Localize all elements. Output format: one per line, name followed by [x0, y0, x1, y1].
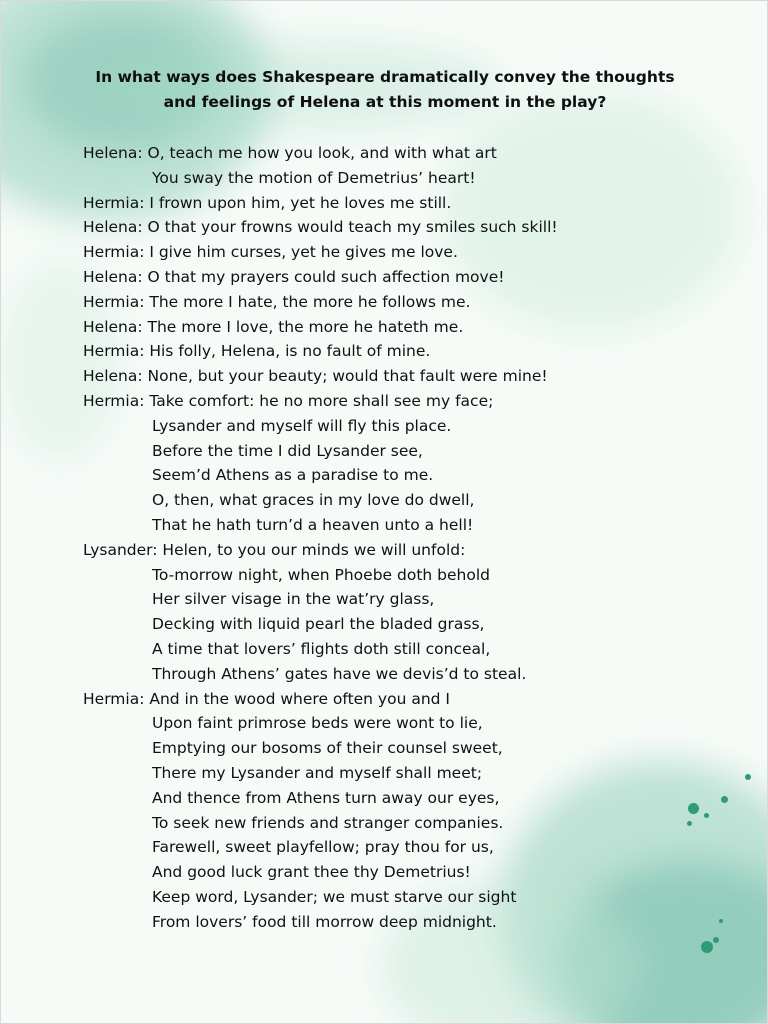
dialogue-text: That he hath turn’d a heaven unto a hell! [152, 515, 474, 534]
dialogue-text: None, but your beauty; would that fault were mine! [142, 367, 548, 386]
script-line [83, 687, 558, 712]
dialogue-text: Upon faint primrose beds were wont to lie, [152, 714, 483, 733]
dialogue-text: O, then, what graces in my love do dwell, [152, 491, 475, 510]
script-line [83, 364, 558, 389]
speaker-name: Hermia: [83, 193, 145, 212]
speaker-name: Helena: [83, 144, 143, 162]
dialogue-text: I frown upon him, yet he loves me still. [144, 193, 452, 212]
dialogue-text: To seek new friends and stranger companies. [152, 813, 504, 832]
speaker-name: Helena: [83, 367, 143, 386]
script-line [83, 463, 558, 488]
paint-splatter-dot [713, 937, 719, 943]
dialogue-text: Decking with liquid pearl the bladed grass, [152, 615, 485, 634]
speaker-name: Helena: [83, 218, 143, 237]
dialogue-text: Farewell, sweet playfellow; pray thou for us, [152, 838, 494, 857]
dialogue-text: The more I hate, the more he follows me. [144, 292, 471, 311]
script-line [83, 215, 558, 240]
script-line [83, 612, 558, 637]
speaker-name: Hermia: [83, 243, 145, 262]
script-line [83, 662, 558, 687]
script-line [83, 414, 558, 439]
script-line [83, 761, 558, 786]
dialogue-text: Helen, to you our minds we will unfold: [157, 540, 466, 559]
paint-splatter-dot [719, 919, 723, 923]
paint-splatter-dot [721, 796, 728, 803]
script-line [83, 166, 558, 191]
speaker-name: Helena: [83, 317, 143, 336]
script-line [83, 240, 558, 265]
dialogue-text: There my Lysander and myself shall meet; [152, 763, 483, 782]
paint-splatter-dot [745, 774, 751, 780]
dialogue-text: Her silver visage in the wat’ry glass, [152, 590, 435, 609]
dialogue-text: To-morrow night, when Phoebe doth behold [152, 565, 490, 584]
question-heading [85, 65, 685, 115]
dialogue-text: Through Athens’ gates have we devis’d to steal. [152, 664, 527, 683]
speaker-name: Hermia: [83, 689, 145, 708]
script-line [83, 389, 558, 414]
script-line [83, 339, 558, 364]
dialogue-text: The more I love, the more he hateth me. [142, 317, 464, 336]
script-line [83, 439, 558, 464]
dialogue-text: O that your frowns would teach my smiles such skill! [142, 218, 558, 237]
paint-splatter-dot [687, 821, 692, 826]
script-line [83, 835, 558, 860]
dialogue-text: I give him curses, yet he gives me love. [144, 243, 458, 262]
question-line: In what ways does Shakespeare dramatically convey the thoughts [95, 68, 675, 86]
script-line [83, 538, 558, 563]
script-line [83, 860, 558, 885]
dialogue-text: From lovers’ food till morrow deep midnight. [152, 912, 497, 931]
script-line [83, 488, 558, 513]
dialogue-text: You sway the motion of Demetrius’ heart! [152, 168, 476, 187]
script-line [83, 786, 558, 811]
paint-splatter-dot [701, 941, 713, 953]
dialogue-text: His folly, Helena, is no fault of mine. [144, 342, 431, 361]
dialogue-text: O that my prayers could such affection move! [142, 267, 505, 286]
dialogue-text: Keep word, Lysander; we must starve our sight [152, 887, 517, 906]
script-line [83, 191, 558, 216]
dialogue-text: Lysander and myself will fly this place. [152, 416, 452, 435]
dialogue-text: Seem’d Athens as a paradise to me. [152, 466, 434, 485]
script-line [83, 910, 558, 935]
script-line [83, 265, 558, 290]
paint-splatter-dot [688, 803, 699, 814]
dialogue-text: And thence from Athens turn away our eyes, [152, 788, 500, 807]
speaker-name: Lysander: [83, 540, 158, 559]
script-line [83, 141, 558, 166]
question-line: and feelings of Helena at this moment in the play? [163, 93, 607, 111]
script-line [83, 885, 558, 910]
play-extract [83, 141, 558, 935]
script-line [83, 811, 558, 836]
script-line [83, 711, 558, 736]
dialogue-text: A time that lovers’ flights doth still conceal, [152, 639, 491, 658]
speaker-name: Helena: [83, 267, 143, 286]
speaker-name: Hermia: [83, 292, 145, 311]
script-line [83, 290, 558, 315]
speaker-name: Hermia: [83, 391, 145, 410]
speaker-name: Hermia: [83, 342, 145, 361]
dialogue-text: And good luck grant thee thy Demetrius! [152, 863, 471, 882]
script-line [83, 513, 558, 538]
script-line [83, 315, 558, 340]
script-line [83, 736, 558, 761]
dialogue-text: And in the wood where often you and I [144, 689, 451, 708]
dialogue-text: Take comfort: he no more shall see my face; [144, 391, 494, 410]
dialogue-text: Emptying our bosoms of their counsel sweet, [152, 739, 503, 758]
dialogue-text: Before the time I did Lysander see, [152, 441, 423, 460]
dialogue-text: O, teach me how you look, and with what art [142, 144, 497, 162]
paint-splatter-dot [704, 813, 709, 818]
script-line [83, 587, 558, 612]
script-line [83, 563, 558, 588]
script-line [83, 637, 558, 662]
